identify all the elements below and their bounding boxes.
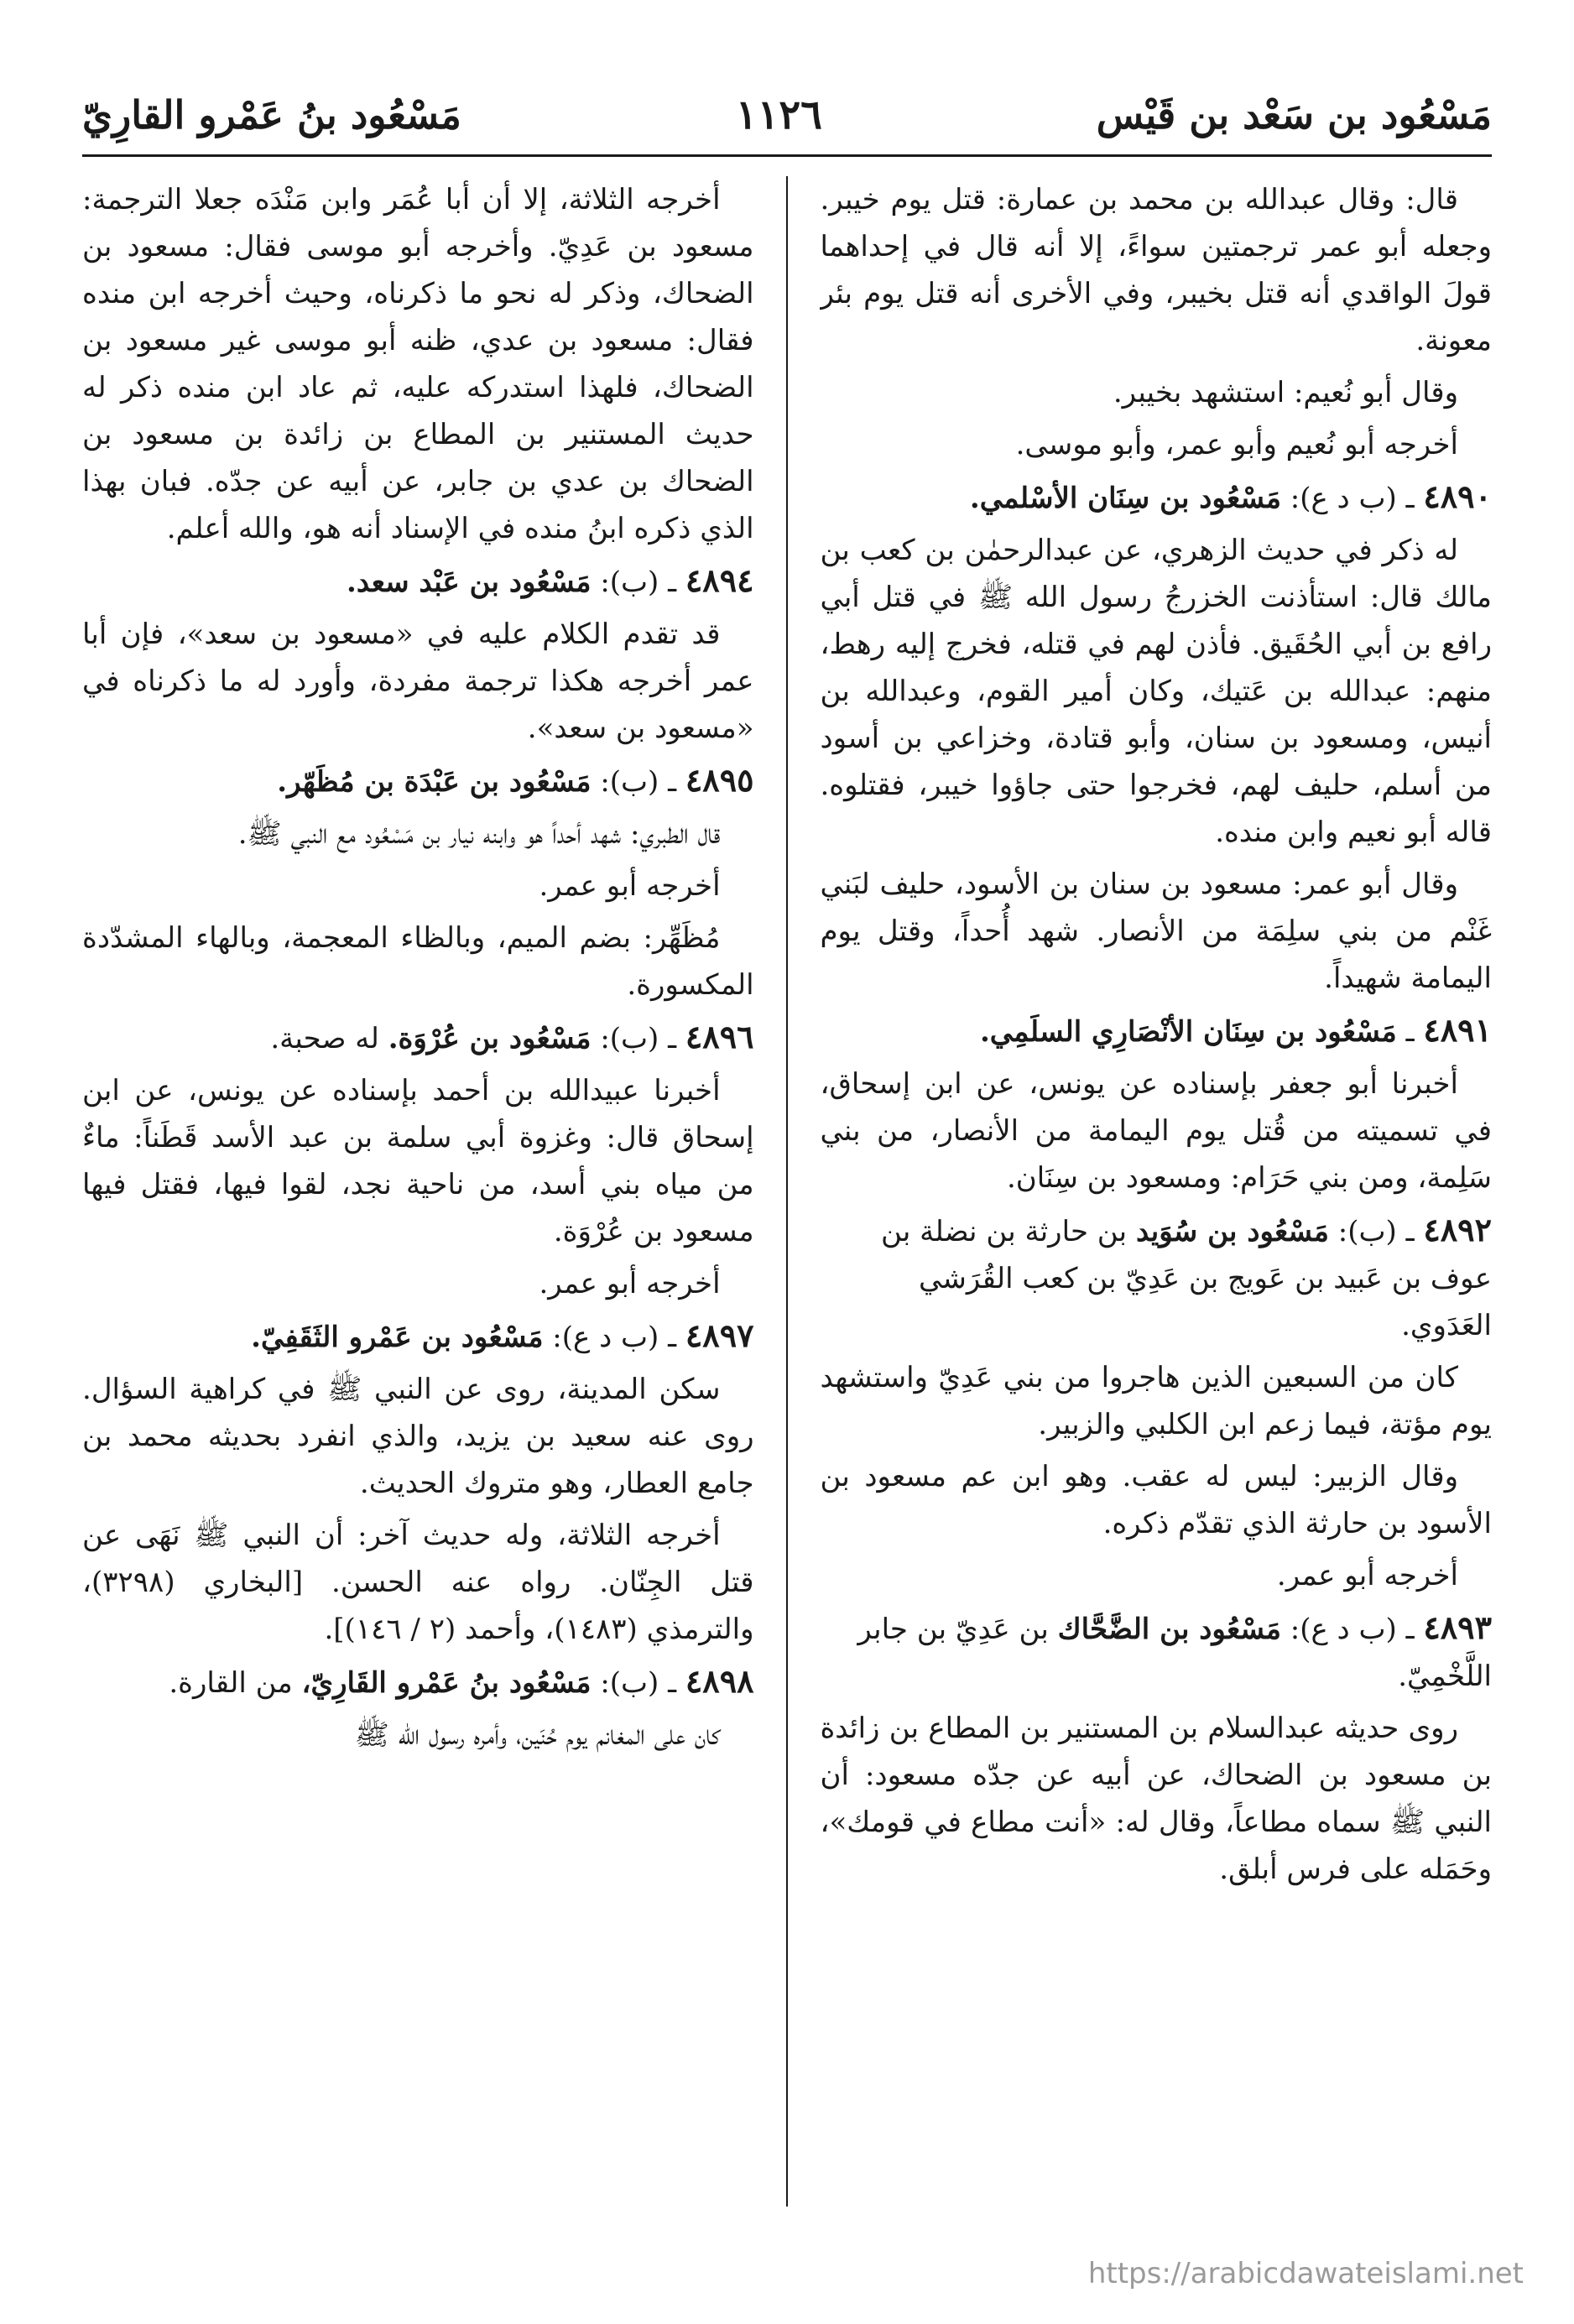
entry-code: ـ (ب د ع): [1290,1613,1415,1646]
page-number: ١١٢٦ [735,91,822,138]
entry-number: ٤٨٩٠ [1423,477,1492,515]
entry-number: ٤٨٩٦ [685,1018,754,1055]
paragraph: أخرجه الثلاثة، وله حديث آخر: أن النبي ﷺ نَهَى عن قتل الجِنّان. رواه عنه الحسن. [البخاري (٣٢٩٨)، والترمذي (١٤٨٣)، وأحمد (٢ / ١٤٦)]. [82,1519,754,1646]
paragraph: قال الطبري: شهد أحداً هو وابنه نيار بن مَسْعُود مع النبي ﷺ. [237,817,721,851]
entry-heading [82,557,754,606]
entry-code: ـ (ب): [600,765,677,799]
entry-number: ٤٨٩٥ [685,761,754,799]
column-right [820,176,1492,2207]
entry-name: مَسْعُود بن عُرْوَة. [388,1022,592,1055]
entry-name: مَسْعُود بن سِنَان الأسْلمي. [969,482,1281,515]
entry-number: ٤٨٩٢ [1423,1211,1492,1248]
entry-code: ـ (ب): [600,1022,677,1055]
paragraph: قد تقدم الكلام عليه في «مسعود بن سعد»، فإن أبا عمر أخرجه هكذا ترجمة مفردة، وأورد له ما ذكرناه في «مسعود بن سعد». [82,617,754,745]
entry-code: ـ (ب): [600,565,677,599]
paragraph: كان من السبعين الذين هاجروا من بني عَدِيّ واستشهد يوم مؤتة، فيما زعم ابن الكلبي والزبير. [820,1361,1492,1441]
entry-code: ـ (ب): [1337,1215,1415,1248]
entry-heading [820,1206,1492,1349]
page-header [82,82,1492,148]
entry-heading [82,1013,754,1062]
paragraph: كان على المغانم يوم حُنَين، وأمره رسول الله ﷺ [354,1718,721,1752]
entry-heading [82,1312,754,1361]
entry-number: ٤٨٩٨ [685,1662,754,1700]
entry-heading [820,1007,1492,1055]
entry-heading [82,757,754,805]
entry-heading [820,473,1492,522]
paragraph: أخرجه أبو نُعيم وأبو عمر، وأبو موسى. [1015,428,1458,461]
watermark-url: https://arabicdawateislami.net [1087,2257,1524,2290]
entry-name: مَسْعُود بنُ عَمْرو القَارِيّ، [301,1666,592,1700]
entry-number: ٤٨٩٤ [685,561,754,599]
entry-heading [82,1658,754,1707]
paragraph: أخرجه أبو عمر. [539,1267,721,1300]
entry-rest: من القارة. [169,1666,293,1700]
paragraph: له ذكر في حديث الزهري، عن عبدالرحمٰن بن كعب بن مالك قال: استأذنت الخزرجُ رسول الله ﷺ في قتل أبي رافع بن أبي الحُقَيق. فأذن لهم في قتله، فخرج إليه رهط، منهم: عبدالله بن عَتيك، وكان أمير القوم، وعبدالله بن أنيس، ومسعود بن سنان، وأبو قتادة، وخزاعي بن أسود من أسلم، حليف لهم، فخرجوا حتى جاؤوا خيبر، فقتلوه. قاله أبو نعيم وابن منده. [820,534,1492,849]
column-left [82,176,754,2207]
paragraph: أخرجه أبو عمر. [1276,1559,1458,1592]
entry-number: ٤٨٩٣ [1423,1608,1492,1646]
running-title-right: مَسْعُود بن سَعْد بن قَيْس [1096,92,1492,138]
header-rule [82,154,1492,157]
entry-heading [820,1604,1492,1700]
entry-code: ـ (ب د ع): [552,1321,677,1354]
entry-name: مَسْعُود بن سِنَان الأنْصَارِي السلَمِي. [979,1015,1397,1049]
text-columns [82,176,1492,2207]
paragraph: سكن المدينة، روى عن النبي ﷺ في كراهية السؤال. روى عنه سعيد بن يزيد، والذي انفرد بحديثه محمد بن جامع العطار، وهو متروك الحديث. [82,1373,754,1500]
paragraph: قال: وقال عبدالله بن محمد بن عمارة: قتل يوم خيبر. وجعله أبو عمر ترجمتين سواءً، إلا أنه قال في إحداهما قولَ الواقدي أنه قتل بخيبر، وفي الأخرى أنه قتل يوم بئر معونة. [820,183,1492,357]
entry-rest: بن عَدِيّ بن جابر اللَّخْمِيّ. [857,1613,1492,1693]
column-divider [786,176,789,2207]
entry-number: ٤٨٩٧ [685,1316,754,1354]
paragraph: أخبرنا عبيدالله بن أحمد بإسناده عن يونس، عن ابن إسحاق قال: وغزوة أبي سلمة بن عبد الأسد قَطَناً: ماءٌ من مياه بني أسد، من ناحية نجد، لقوا فيها، فقتل فيها مسعود بن عُرْوَة. [82,1074,754,1248]
entry-rest: بن حارثة بن نضلة بن عوف بن عَبيد بن عَويج بن عَدِيّ بن كعب القُرَشي العَدَوي. [880,1215,1492,1342]
entry-code: ـ (ب): [600,1666,677,1700]
paragraph: روى حديثه عبدالسلام بن المستنير بن المطاع بن زائدة بن مسعود بن الضحاك، عن أبيه عن جدّه مسعود: أن النبي ﷺ سماه مطاعاً، وقال له: «أنت مطاع في قومك»، وحَمَله على فرس أبلق. [820,1712,1492,1886]
paragraph: أخبرنا أبو جعفر بإسناده عن يونس، عن ابن إسحاق، في تسميته من قُتل يوم اليمامة من الأنصار، من بني سَلِمة، ومن بني حَرَام: ومسعود بن سِنَان. [820,1067,1492,1195]
entry-number: ٤٨٩١ [1423,1011,1492,1049]
entry-code: ـ (ب د ع): [1290,482,1415,515]
paragraph: أخرجه الثلاثة، إلا أن أبا عُمَر وابن مَنْدَه جعلا الترجمة: مسعود بن عَدِيّ. وأخرجه أبو موسى فقال: مسعود بن الضحاك، وذكر له نحو ما ذكرناه، وحيث أخرجه ابن منده فقال: مسعود بن عدي، ظنه أبو موسى غير مسعود بن الضحاك، فلهذا استدركه عليه، ثم عاد ابن منده ذكر له حديث المستنير بن المطاع بن زائدة بن مسعود بن الضحاك بن عدي بن جابر، عن أبيه عن جدّه. فبان بهذا الذي ذكره ابنُ منده في الإسناد أنه هو، والله أعلم. [82,183,754,545]
entry-name: مَسْعُود بن سُوَيد [1135,1215,1329,1248]
paragraph: وقال الزبير: ليس له عقب. وهو ابن عم مسعود بن الأسود بن حارثة الذي تقدّم ذكره. [820,1460,1492,1540]
paragraph: أخرجه أبو عمر. [539,869,721,903]
entry-name: مَسْعُود بن عَمْرو الثَقَفِيّ. [251,1321,544,1354]
running-title-left: مَسْعُود بنُ عَمْرو القارِيّ [82,92,461,138]
entry-name: مَسْعُود بن عَبْد سعد. [347,565,592,599]
paragraph: وقال أبو نُعيم: استشهد بخيبر. [1113,376,1458,409]
entry-name: مَسْعُود بن الضَّحَّاك [1057,1613,1281,1646]
entry-name: مَسْعُود بن عَبْدَة بن مُظَهّر. [277,765,592,799]
paragraph: مُظَهِّر: بضم الميم، وبالظاء المعجمة، وبالهاء المشدّدة المكسورة. [82,921,754,1002]
paragraph: وقال أبو عمر: مسعود بن سنان بن الأسود، حليف لبَني غَنْم من بني سلِمَة من الأنصار. شهد أُحداً، وقتل يوم اليمامة شهيداً. [820,868,1492,995]
entry-rest: له صحبة. [270,1022,379,1055]
entry-code: ـ [1405,1015,1415,1049]
